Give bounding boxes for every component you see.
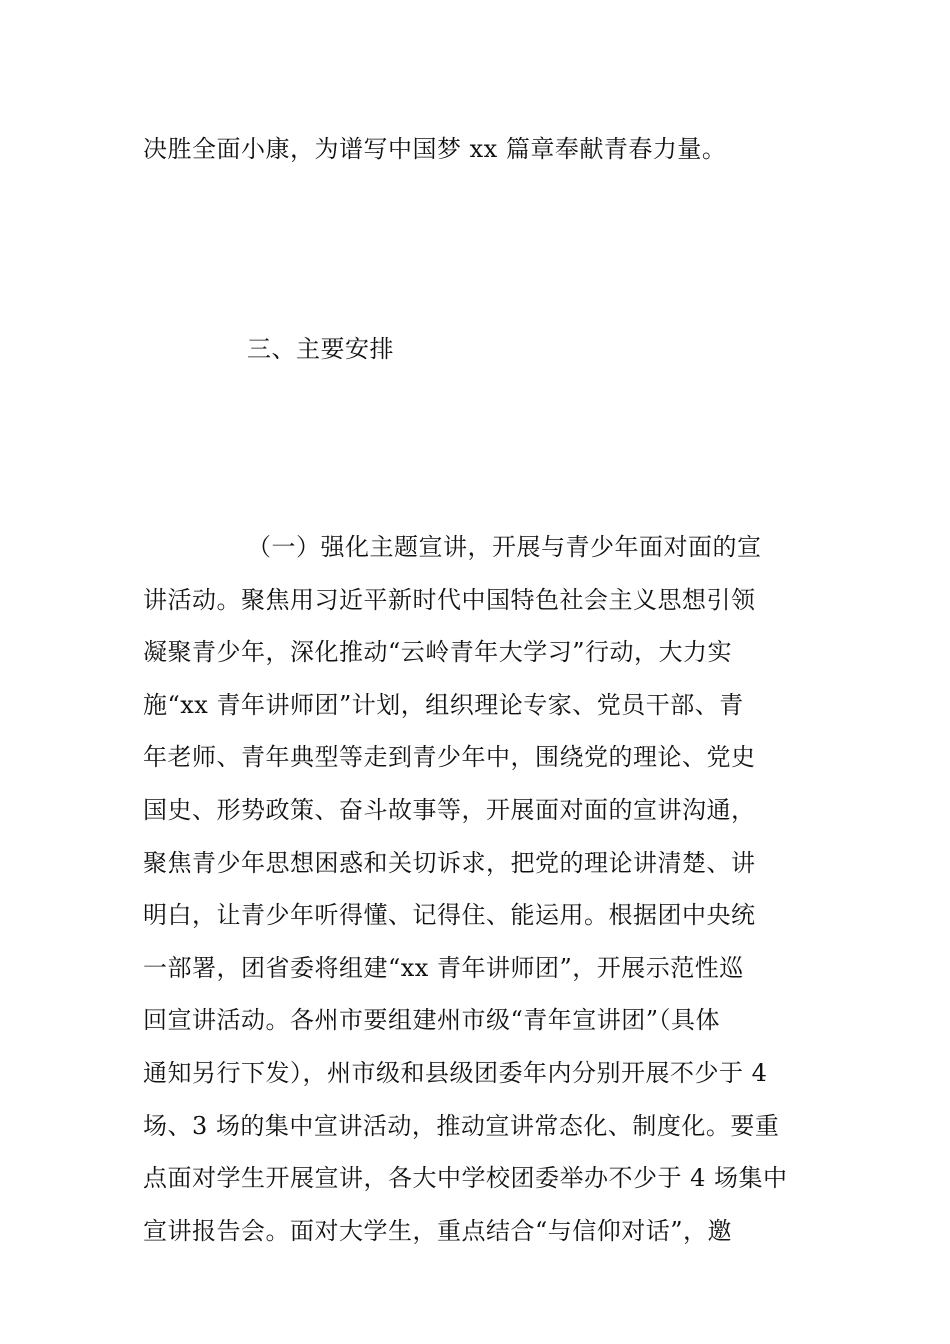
paragraph-line: 聚焦青少年思想困惑和关切诉求，把党的理论讲清楚、讲 <box>143 848 756 877</box>
paragraph-line: 国史、形势政策、奋斗故事等，开展面对面的宣讲沟通， <box>143 795 756 824</box>
paragraph-line: 宣讲报告会。面对大学生，重点结合“与信仰对话”，邀 <box>143 1216 733 1245</box>
paragraph-line: 通知另行下发），州市级和县级团委年内分别开展不少于 4 <box>143 1058 768 1087</box>
paragraph-line: 场、3 场的集中宣讲活动，推动宣讲常态化、制度化。要重 <box>143 1111 780 1140</box>
paragraph-line: 一部署，团省委将组建“xx 青年讲师团”，开展示范性巡 <box>143 953 744 982</box>
body-paragraph <box>143 532 807 1268</box>
paragraph-line: 年老师、青年典型等走到青少年中，围绕党的理论、党史 <box>143 743 756 772</box>
paragraph-line: （一）强化主题宣讲，开展与青少年面对面的宣 <box>247 533 762 561</box>
paragraph-line: 讲活动。聚焦用习近平新时代中国特色社会主义思想引领 <box>143 585 756 614</box>
paragraph-line: 回宣讲活动。各州市要组建州市级“青年宣讲团”（具体 <box>143 1006 721 1035</box>
paragraph-line: 凝聚青少年，深化推动“云岭青年大学习”行动，大力实 <box>143 638 733 667</box>
paragraph-line: 点面对学生开展宣讲，各大中学校团委举办不少于 4 场集中 <box>143 1164 788 1193</box>
paragraph-line: 施“xx 青年讲师团”计划，组织理论专家、党员干部、青 <box>143 690 744 719</box>
intro-line: 决胜全面小康，为谱写中国梦 xx 篇章奉献青春力量。 <box>143 135 727 163</box>
paragraph-line: 明白，让青少年听得懂、记得住、能运用。根据团中央统 <box>143 901 756 930</box>
section-heading: 三、主要安排 <box>247 335 394 363</box>
